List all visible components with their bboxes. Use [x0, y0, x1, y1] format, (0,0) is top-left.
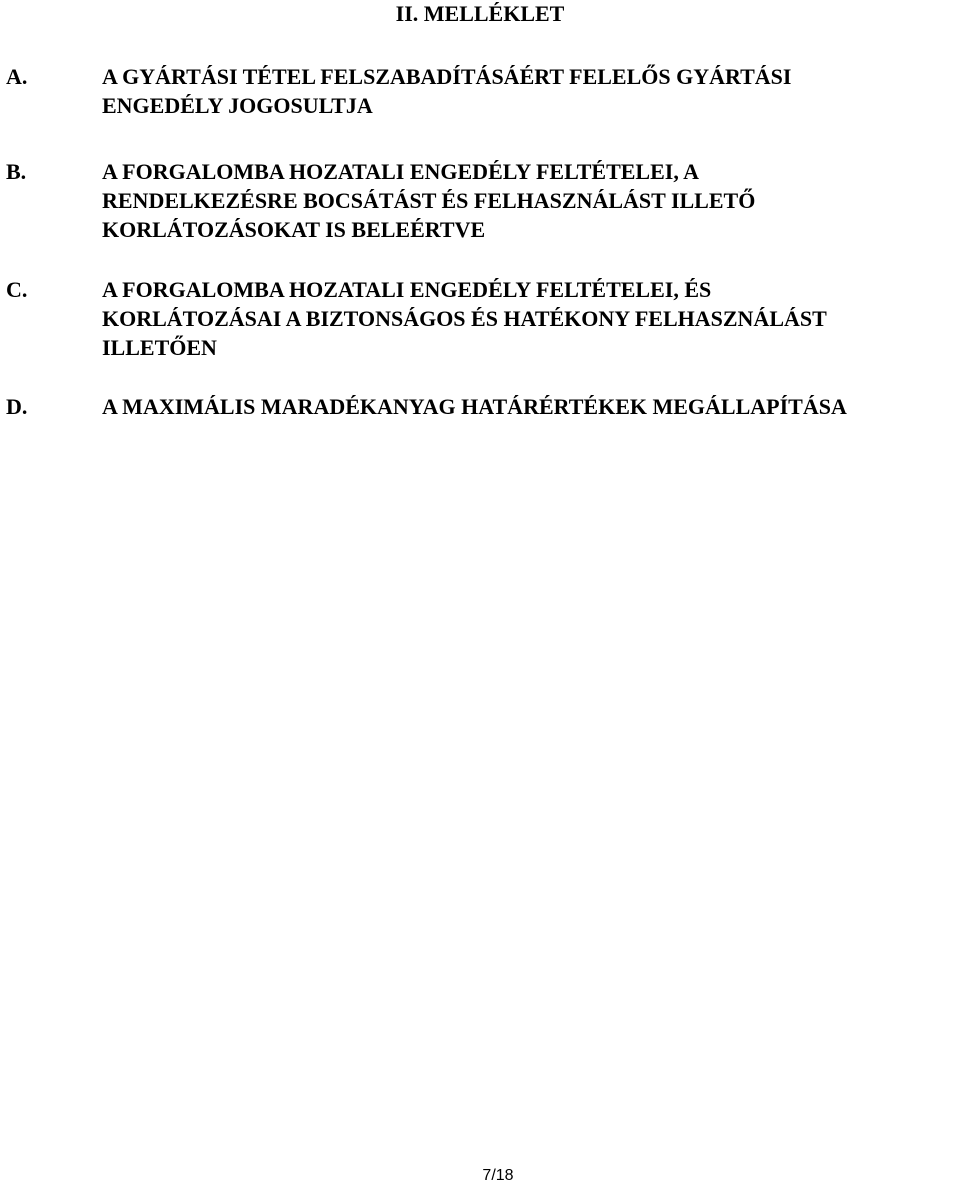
section-heading-line: A MAXIMÁLIS MARADÉKANYAG HATÁRÉRTÉKEK MEGÁLLAPÍTÁSA — [102, 394, 847, 419]
section-heading — [102, 62, 952, 120]
section-heading-line: ENGEDÉLY JOGOSULTJA — [102, 93, 373, 118]
section-heading — [102, 157, 952, 244]
section-heading-line: A FORGALOMBA HOZATALI ENGEDÉLY FELTÉTELEI, A — [102, 159, 700, 184]
section-letter: D. — [6, 394, 28, 419]
section-heading-line: RENDELKEZÉSRE BOCSÁTÁST ÉS FELHASZNÁLÁST ILLETŐ — [102, 188, 756, 213]
page-number: 7/18 — [482, 1167, 514, 1184]
section-heading-line: ILLETŐEN — [102, 335, 217, 360]
section-letter: A. — [6, 64, 28, 89]
section-heading-line: A GYÁRTÁSI TÉTEL FELSZABADÍTÁSÁÉRT FELELŐS GYÁRTÁSI — [102, 64, 792, 89]
section-letter: B. — [6, 159, 27, 184]
section-heading — [102, 275, 952, 362]
section-heading-line: KORLÁTOZÁSOKAT IS BELEÉRTVE — [102, 217, 486, 242]
section-heading-line: A FORGALOMBA HOZATALI ENGEDÉLY FELTÉTELEI, ÉS — [102, 277, 712, 302]
section-heading-line: KORLÁTOZÁSAI A BIZTONSÁGOS ÉS HATÉKONY FELHASZNÁLÁST — [102, 306, 827, 331]
section-heading — [102, 392, 952, 421]
section-letter: C. — [6, 277, 28, 302]
page-title: II. MELLÉKLET — [395, 1, 565, 26]
